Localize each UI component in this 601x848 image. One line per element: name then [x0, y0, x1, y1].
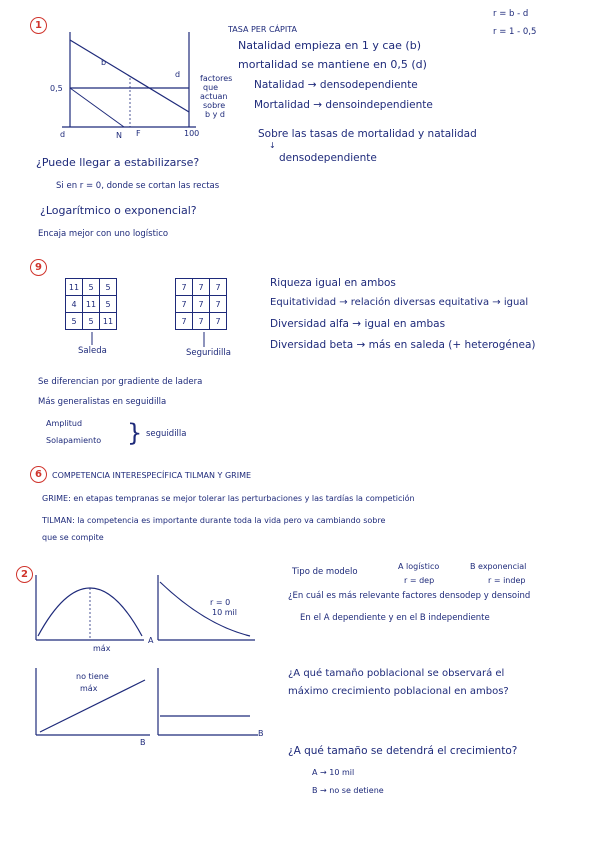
q2-question-2: ¿A qué tamaño poblacional se observará el — [288, 668, 505, 679]
q1-side-note-2: que — [203, 83, 219, 92]
seguridilla-cell: 7 — [210, 296, 227, 313]
question-number-1: 1 — [30, 17, 47, 34]
q2-g3-label-1: no tiene — [76, 672, 109, 681]
q1-header: TASA PER CÁPITA — [228, 25, 297, 34]
saleda-cell: 5 — [100, 296, 117, 313]
q1-question-2: ¿Logarítmico o exponencial? — [40, 204, 197, 217]
seguridilla-cell: 7 — [193, 279, 210, 296]
label-seguridilla: Seguridilla — [186, 348, 231, 358]
saleda-cell: 5 — [100, 279, 117, 296]
q2-g2-label-2: 10 mil — [212, 608, 237, 617]
q2-question-1: ¿En cuál es más relevante factores densodep y densoind — [288, 591, 531, 601]
question-number-9: 9 — [30, 259, 47, 276]
q9-line-3: Diversidad alfa → igual en ambas — [270, 318, 446, 330]
brace-icon: } — [127, 419, 143, 447]
q2-answer-1: En el A dependiente y en el B independiente — [300, 613, 490, 623]
q1-x-f: F — [136, 129, 141, 138]
q1-line-4: Mortalidad → densoindependiente — [254, 99, 433, 111]
q1-label-b: b — [101, 58, 107, 67]
q1-line-5: Sobre las tasas de mortalidad y natalidad — [258, 128, 477, 140]
q2-model-a: A logístico — [398, 562, 440, 571]
saleda-cell: 11 — [83, 296, 100, 313]
seguridilla-cell: 7 — [176, 279, 193, 296]
q1-line-3: Natalidad → densodependiente — [254, 79, 418, 91]
q1-side-note-1: factores — [200, 74, 233, 83]
seguridilla-cell: 7 — [176, 313, 193, 330]
q1-side-note-5: b y d — [205, 110, 225, 119]
q1-line-2: mortalidad se mantiene en 0,5 (d) — [238, 58, 427, 71]
saleda-cell: 4 — [66, 296, 83, 313]
q9-brace-target: seguidilla — [146, 429, 187, 439]
q9-line-2: Equitatividad → relación diversas equitativa → igual — [270, 297, 529, 308]
seguridilla-cell: 7 — [193, 296, 210, 313]
q2-model-b: B exponencial — [470, 562, 527, 571]
q1-x-100: 100 — [184, 129, 200, 138]
q6-line-2: TILMAN: la competencia es importante durante toda la vida pero va cambiando sobre — [42, 516, 386, 525]
q9-line-4: Diversidad beta → más en saleda (+ heterogénea) — [270, 339, 536, 351]
q2-question-2b: máximo crecimiento poblacional en ambos? — [288, 686, 509, 697]
seguridilla-cell: 7 — [210, 279, 227, 296]
formula-r-b-d: r = b - d — [493, 9, 529, 19]
q1-y-label: 0,5 — [50, 84, 63, 93]
q6-line-3: que se compite — [42, 533, 104, 542]
seguridilla-cell: 7 — [193, 313, 210, 330]
q2-g4-x-label: B — [258, 729, 264, 738]
label-saleda: Saleda — [78, 346, 107, 356]
q1-down-arrow-icon: ↓ — [269, 141, 276, 150]
q6-title: COMPETENCIA INTERESPECÍFICA TILMAN Y GRIME — [52, 471, 252, 480]
q2-sub-b: r = indep — [488, 576, 526, 585]
q9-diff-2: Más generalistas en seguidilla — [38, 397, 167, 407]
q1-answer-2: Encaja mejor con uno logístico — [38, 229, 169, 239]
q2-question-3: ¿A qué tamaño se detendrá el crecimiento? — [288, 745, 518, 757]
q1-x-n: N — [116, 131, 122, 140]
q1-question-1: ¿Puede llegar a estabilizarse? — [36, 156, 200, 169]
question-number-6: 6 — [30, 466, 47, 483]
q2-sub-a: r = dep — [404, 576, 435, 585]
q2-g1-peak-label: máx — [93, 644, 111, 653]
q1-side-note-3: actuan — [200, 92, 228, 101]
saleda-cell: 5 — [83, 279, 100, 296]
question-number-2: 2 — [16, 566, 33, 583]
q2-g2-label-1: r = 0 — [210, 598, 231, 607]
q9-line-1: Riqueza igual en ambos — [270, 277, 396, 289]
saleda-cell: 11 — [66, 279, 83, 296]
formula-r-values: r = 1 - 0,5 — [493, 27, 537, 37]
q1-arrow-target: densodependiente — [279, 152, 377, 164]
q1-label-d: d — [175, 70, 181, 79]
saleda-cell: 11 — [100, 313, 117, 330]
q2-answer-3b: B → no se detiene — [312, 786, 384, 795]
q2-g3-x-label: B — [140, 738, 146, 747]
q1-x-zero: d — [60, 130, 66, 139]
q1-answer-1: Si en r = 0, donde se cortan las rectas — [56, 181, 220, 191]
q2-model-label: Tipo de modelo — [292, 567, 358, 577]
q2-answer-3a: A → 10 mil — [312, 768, 355, 777]
q9-brace-item-2: Solapamiento — [46, 436, 102, 445]
q1-side-note-4: sobre — [203, 101, 226, 110]
q6-line-1: GRIME: en etapas tempranas se mejor tolerar las perturbaciones y las tardías la competición — [42, 494, 415, 503]
q1-line-1: Natalidad empieza en 1 y cae (b) — [238, 39, 421, 52]
q2-g3-label-2: máx — [80, 684, 98, 693]
saleda-cell: 5 — [66, 313, 83, 330]
q9-diff-1: Se diferencian por gradiente de ladera — [38, 377, 203, 387]
saleda-cell: 5 — [83, 313, 100, 330]
seguridilla-cell: 7 — [176, 296, 193, 313]
q2-g1-x-label: A — [148, 636, 154, 645]
seguridilla-cell: 7 — [210, 313, 227, 330]
q9-brace-item-1: Amplitud — [46, 419, 83, 428]
